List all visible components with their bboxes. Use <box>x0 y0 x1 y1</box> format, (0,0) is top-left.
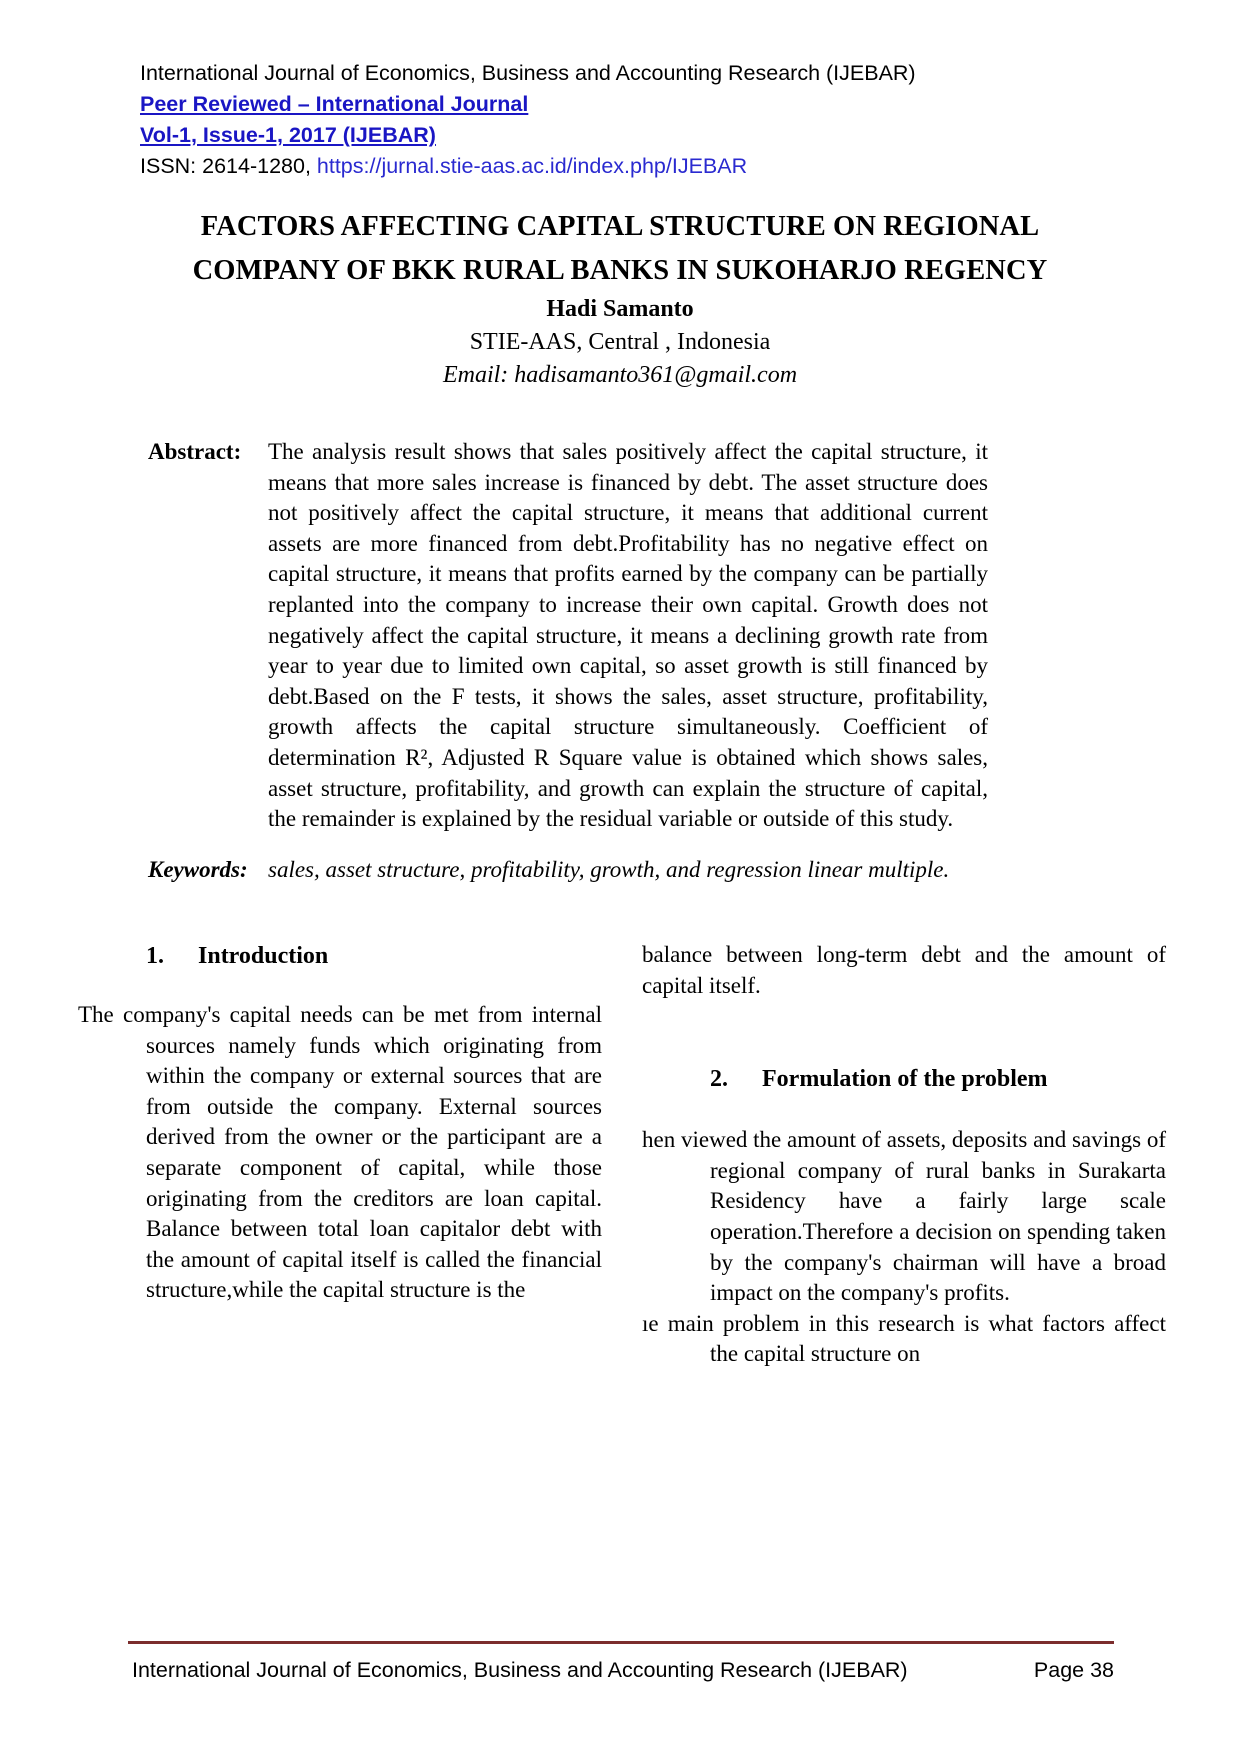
author-affiliation: STIE-AAS, Central , Indonesia <box>469 329 771 355</box>
section-number: 1. <box>146 943 164 969</box>
section-number: 2. <box>710 1066 728 1093</box>
formulation-paragraph-1: hen viewed the amount of assets, deposits and savings of regional company of rural banks in Surakarta Residency have a fairly large scale operation.Therefore a decision on spending taken by the company's chairman will have a broad impact on the company's profits. <box>642 1127 1166 1306</box>
section-title: Formulation of the problem <box>762 1066 1048 1093</box>
journal-header <box>140 58 1100 182</box>
journal-url[interactable]: https://jurnal.stie-aas.ac.id/index.php/IJEBAR <box>316 154 748 178</box>
left-column <box>78 940 602 1410</box>
volume-issue-link[interactable]: Vol-1, Issue-1, 2017 (IJEBAR) <box>140 123 436 147</box>
spacer <box>78 972 602 1000</box>
section-title: Introduction <box>198 943 329 969</box>
spacer <box>642 1001 1166 1063</box>
section-heading-formulation <box>710 1063 1166 1095</box>
keywords-text: sales, asset structure, profitability, growth, and regression linear multiple. <box>268 857 950 882</box>
continuation-paragraph: balance between long-term debt and the amount of capital itself. <box>642 942 1166 998</box>
title-line-1: FACTORS AFFECTING CAPITAL STRUCTURE ON REGIONAL <box>200 211 1040 242</box>
author-email[interactable]: Email: hadisamanto361@gmail.com <box>442 362 798 388</box>
keywords-label: Keywords: <box>148 857 248 882</box>
issn-label: ISSN: 2614-1280, <box>140 154 311 178</box>
section-heading-introduction <box>146 940 602 972</box>
spacer <box>642 1095 1166 1125</box>
page-footer <box>132 1655 1114 1685</box>
journal-name: International Journal of Economics, Business and Accounting Research (IJEBAR) <box>140 61 916 85</box>
footer-page-number: Page 38 <box>1033 1658 1114 1682</box>
author-name: Hadi Samanto <box>546 296 694 322</box>
abstract-text: The analysis result shows that sales positively affect the capital structure, it means that more sales increase is financed by debt. The asset structure does not positively affect the capital structure, it means that additional current assets are more financed from debt.Profitability has no negative effect on capital structure, it means that profits earned by the company can be partially replanted into the company to increase their own capital. Growth does not negatively affect the capital structure, it means a declining growth rate from year to year due to limited own capital, so asset growth is still financed by debt.Based on the F tests, it shows the sales, asset structure, profitability, growth affects the capital structure simultaneously. Coefficient of determination R², Adjusted R Square value is obtained which shows sales, asset structure, profitability, and growth can explain the structure of capital, the remainder is explained by the residual variable or outside of this study. <box>268 439 988 832</box>
peer-reviewed-link[interactable]: Peer Reviewed – International Journal <box>140 92 529 116</box>
abstract-label: Abstract: <box>148 439 242 464</box>
body-columns <box>78 940 1166 1410</box>
page-title <box>120 205 1120 293</box>
right-column <box>642 940 1166 1410</box>
footer-journal-name: International Journal of Economics, Business and Accounting Research (IJEBAR) <box>132 1658 908 1682</box>
footer-divider <box>128 1641 1114 1644</box>
title-line-2: COMPANY OF BKK RURAL BANKS IN SUKOHARJO REGENCY <box>192 255 1048 286</box>
introduction-paragraph: The company's capital needs can be met from internal sources namely funds which originating from within the company or external sources that are from outside the company. External sources derived from the owner or the participant are a separate component of capital, while those originating from the creditors are loan capital. Balance between total loan capitalor debt with the amount of capital itself is called the financial structure,while the capital structure is the <box>78 1002 602 1303</box>
issn-line <box>140 151 1100 182</box>
formulation-paragraph-2: ıe main problem in this research is what factors affect the capital structure on <box>642 1310 1166 1367</box>
keywords-section <box>148 855 1028 886</box>
abstract-section <box>148 437 988 835</box>
author-block <box>120 293 1120 392</box>
